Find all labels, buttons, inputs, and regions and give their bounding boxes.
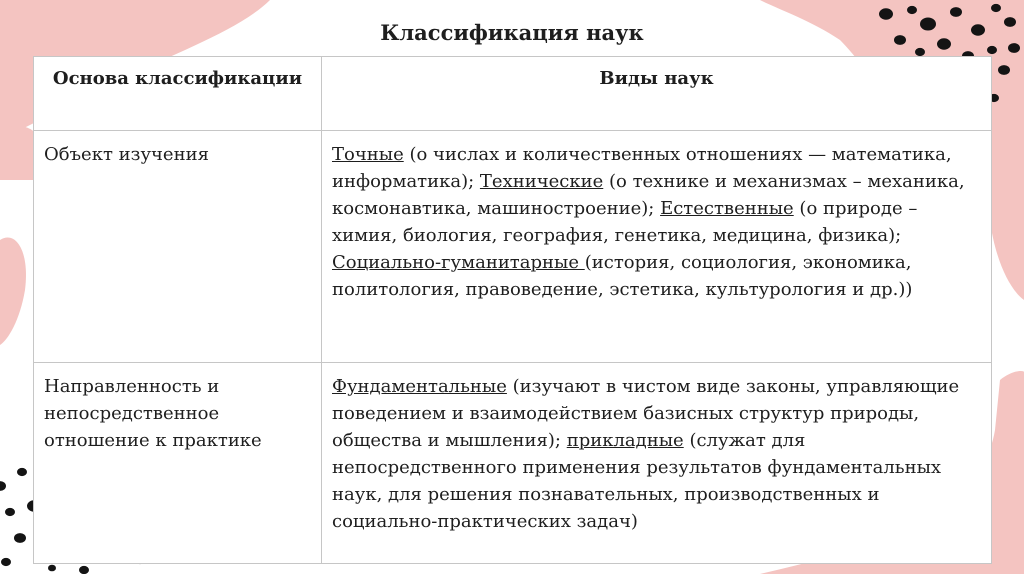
basis-cell: Направленность и непосредственное отношение к практике: [34, 363, 322, 564]
table-row: [34, 131, 992, 363]
table-row: [34, 363, 992, 564]
decorative-dot: [915, 48, 925, 56]
science-type-description: (изучают в чистом виде законы, управляющие поведением и взаимодействием базисных структур природы, общества и мышления);: [332, 376, 960, 451]
header-types: Виды наук: [322, 57, 992, 131]
decorative-dot: [998, 65, 1010, 75]
science-type-term: Фундаментальные: [332, 376, 507, 397]
decorative-dot: [1, 558, 11, 566]
page-title: Классификация наук: [380, 20, 644, 45]
science-type-term: прикладные: [566, 430, 684, 451]
header-basis: Основа классификации: [34, 57, 322, 131]
decorative-dot: [991, 4, 1001, 12]
types-cell: [322, 131, 992, 363]
decorative-dot: [879, 8, 893, 19]
decorative-dot: [14, 533, 26, 543]
types-cell: [322, 363, 992, 564]
science-type-description: (о числах и количественных отношениях — математика, информатика);: [332, 144, 952, 192]
decorative-dot: [950, 7, 962, 17]
decorative-dot: [48, 565, 56, 572]
decorative-dot: [987, 46, 997, 54]
decorative-dot: [0, 481, 6, 491]
decorative-dot: [907, 6, 917, 14]
science-type-term: Социально-гуманитарные: [332, 252, 585, 273]
decorative-dot: [79, 566, 89, 574]
basis-cell: Объект изучения: [34, 131, 322, 363]
science-type-description: (о природе – химия, биология, география, генетика, медицина, физика);: [332, 198, 918, 246]
science-type-description: (о технике и механизмах – механика, космонавтика, машиностроение);: [332, 171, 965, 219]
classification-table: [33, 56, 992, 564]
science-type-description: (история, социология, экономика, политология, правоведение, эстетика, культурология и др.)): [332, 252, 913, 300]
science-type-term: Технические: [479, 171, 604, 192]
science-type-term: Точные: [332, 144, 404, 165]
table-header-row: [34, 57, 992, 131]
decorative-dot: [5, 508, 15, 516]
science-type-term: Естественные: [660, 198, 794, 219]
science-type-description: (служат для непосредственного применения результатов фундаментальных наук, для решения познавательных, производственных и социально-практических задач): [332, 430, 942, 532]
decorative-dot: [17, 468, 27, 476]
